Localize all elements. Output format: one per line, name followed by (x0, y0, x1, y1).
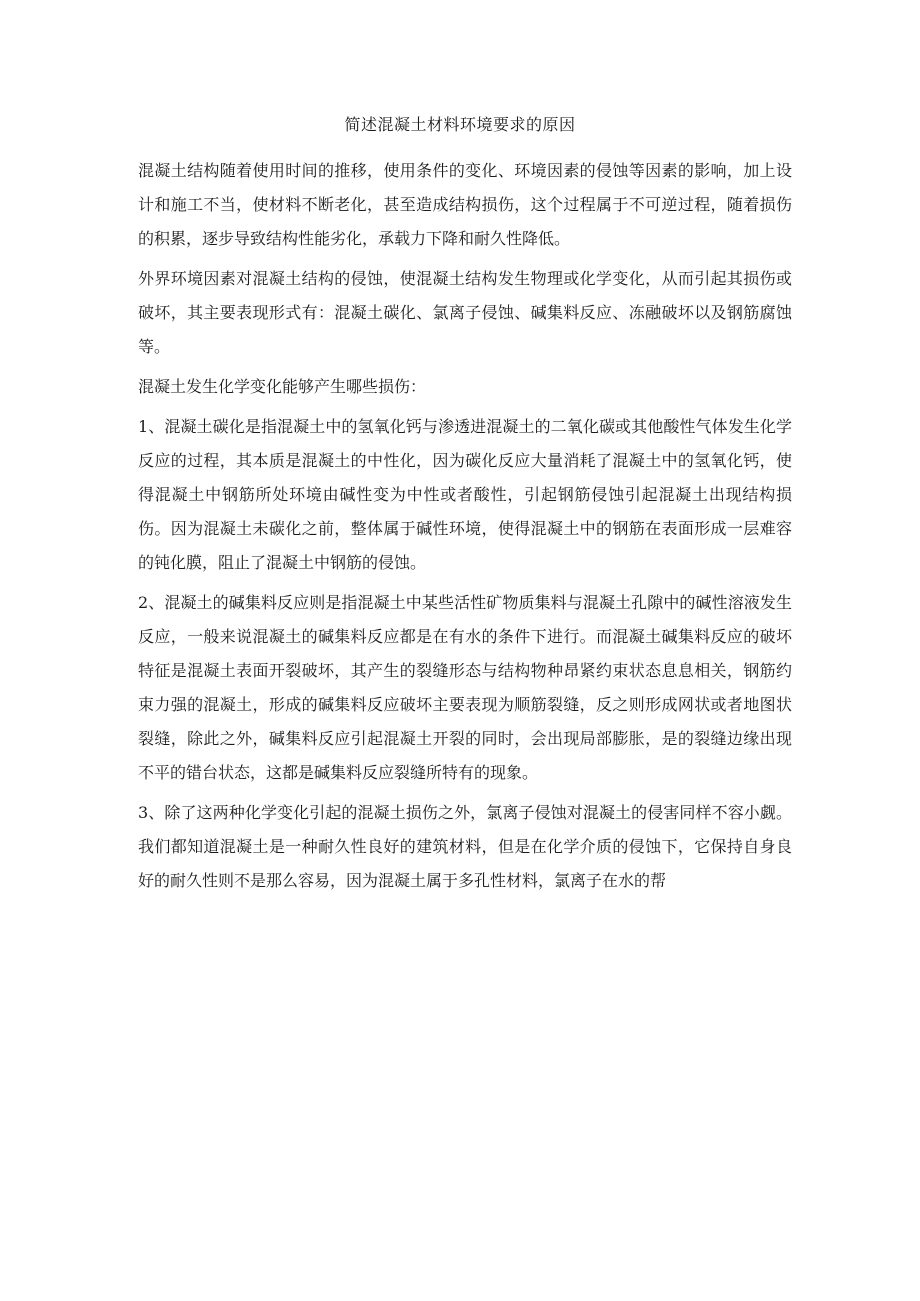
paragraph-alkali-aggregate: 2、混凝土的碱集料反应则是指混凝土中某些活性矿物质集料与混凝土孔隙中的碱性溶液发生反应，一般来说混凝土的碱集料反应都是在有水的条件下进行。而混凝土碱集料反应的破坏特征是混凝土表面开裂破坏，其产生的裂缝形态与结构物种昂紧约束状态息息相关，钢筋约束力强的混凝土，形成的碱集料反应破坏主要表现为顺筋裂缝，反之则形成网状或者地图状裂缝，除此之外，碱集料反应引起混凝土开裂的同时，会出现局部膨胀，是的裂缝边缘出现不平的错台状态，这都是碱集料反应裂缝所特有的现象。 (138, 593, 792, 782)
document-title: 简述混凝土材料环境要求的原因 (344, 115, 576, 134)
document-body (138, 154, 792, 904)
paragraph-environment-factors: 外界环境因素对混凝土结构的侵蚀，使混凝土结构发生物理或化学变化，从而引起其损伤或破坏，其主要表现形式有：混凝土碳化、氯离子侵蚀、碱集料反应、冻融破坏以及钢筋腐蚀等。 (138, 269, 792, 356)
paragraph-intro: 混凝土结构随着使用时间的推移，使用条件的变化、环境因素的侵蚀等因素的影响，加上设计和施工不当，使材料不断老化，甚至造成结构损伤，这个过程属于不可逆过程，随着损伤的积累，逐步导致结构性能劣化，承载力下降和耐久性降低。 (138, 161, 792, 248)
paragraph-question: 混凝土发生化学变化能够产生哪些损伤： (138, 377, 427, 396)
paragraph-chloride: 3、除了这两种化学变化引起的混凝土损伤之外，氯离子侵蚀对混凝土的侵害同样不容小觑。我们都知道混凝土是一种耐久性良好的建筑材料，但是在化学介质的侵蚀下，它保持自身良好的耐久性则不是那么容易，因为混凝土属于多孔性材料，氯离子在水的帮 (138, 803, 792, 890)
paragraph-carbonation: 1、混凝土碳化是指混凝土中的氢氧化钙与渗透进混凝土的二氧化碳或其他酸性气体发生化学反应的过程，其本质是混凝土的中性化，因为碳化反应大量消耗了混凝土中的氢氧化钙，使得混凝土中钢筋所处环境由碱性变为中性或者酸性，引起钢筋侵蚀引起混凝土出现结构损伤。因为混凝土未碳化之前，整体属于碱性环境，使得混凝土中的钢筋在表面形成一层难容的钝化膜，阻止了混凝土中钢筋的侵蚀。 (138, 417, 792, 572)
